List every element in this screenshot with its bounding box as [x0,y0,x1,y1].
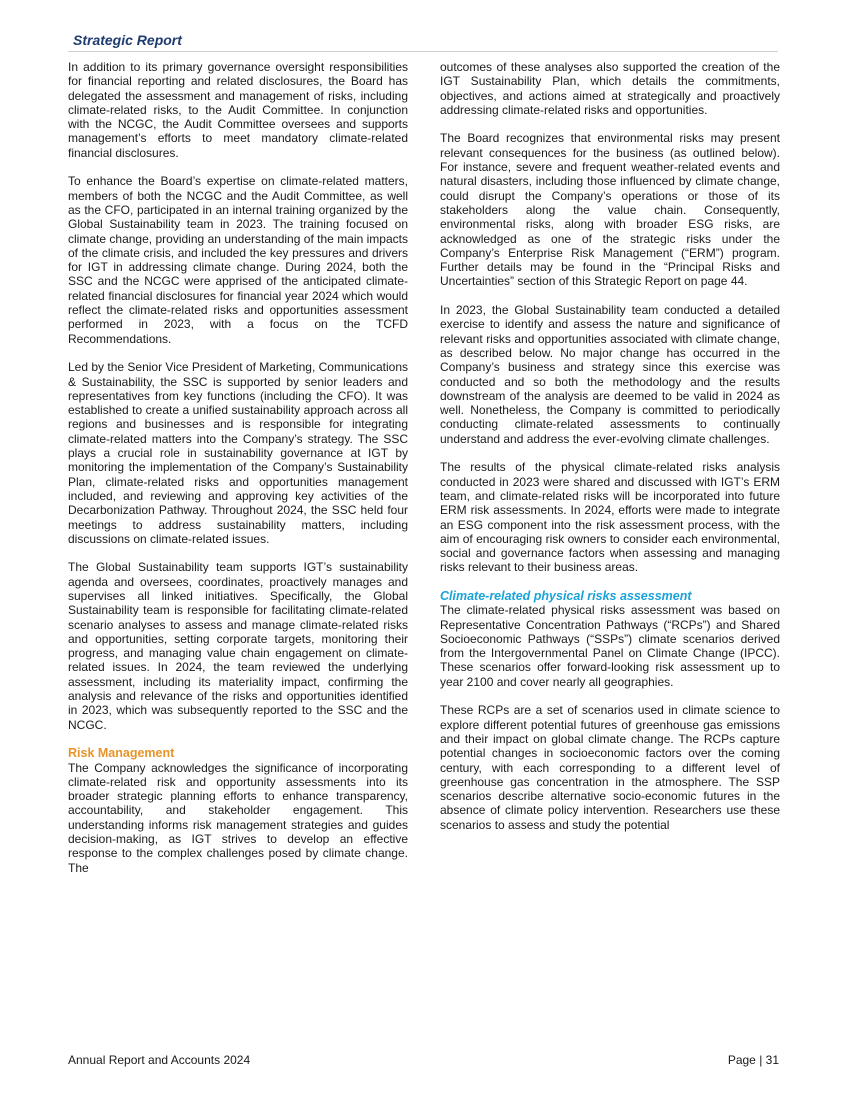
heading-physical-risks: Climate-related physical risks assessment [440,588,692,603]
footer-report-title: Annual Report and Accounts 2024 [68,1053,251,1067]
section-title: Strategic Report [73,32,182,48]
right-column [440,60,780,846]
paragraph: The results of the physical climate-related risks analysis conducted in 2023 were shared and discussed with IGT’s ERM team, and climate-related risks will be incorporated into future ERM risk assessments. In 2024, efforts were made to integrate an ESG component into the risk assessment process, with the aim of encouraging risk owners to consider each environmental, social and governance factors when assessing and managing risks relevant to their business areas. [440,460,780,575]
paragraph: outcomes of these analyses also supported the creation of the IGT Sustainability Plan, which details the commitments, objectives, and actions aimed at strategically and proactively addressing climate-related risks and opportunities. [440,60,780,117]
paragraph: The Global Sustainability team supports IGT’s sustainability agenda and oversees, coordinates, proactively manages and supervises all linked initiatives. Specifically, the Global Sustainability team is responsible for facilitating climate-related scenario analyses to assess and manage climate-related risks and opportunities, setting corporate targets, monitoring their progress, and managing value chain engagement on climate-related issues. In 2024, the team reviewed the underlying assessment, including its materiality impact, confirming the analysis and relevance of the risks and opportunities identified in 2023, which was subsequently reported to the SSC and the NCGC. [68,560,408,732]
paragraph: These RCPs are a set of scenarios used in climate science to explore different potential futures of greenhouse gas emissions and their impact on global climate change. The RCPs capture potential changes in socioeconomic factors over the coming century, with each corresponding to a different level of greenhouse gas concentration in the atmosphere. The SSP scenarios describe alternative socio-economic futures in the absence of climate policy intervention. Researchers use these scenarios to assess and study the potential [440,703,780,832]
footer-page-number: Page | 31 [727,1053,779,1067]
paragraph: To enhance the Board’s expertise on climate-related matters, members of both the NCGC and the Audit Committee, as well as the CFO, participated in an internal training organized by the Global Sustainability team in 2023. The training focused on climate change, providing an understanding of the main impacts of the climate crisis, and included the key pressures and drivers for IGT in addressing climate change. During 2024, both the SSC and the NCGC were apprised of the anticipated climate-related financial disclosures for financial year 2024 which would reflect the climate-related risks and opportunities assessment performed in 2023, with a focus on the TCFD Recommendations. [68,174,408,346]
page-header [68,30,778,52]
left-column [68,60,408,889]
heading-risk-management: Risk Management [68,746,175,761]
paragraph: In 2023, the Global Sustainability team conducted a detailed exercise to identify and assess the nature and significance of relevant risks and opportunities associated with climate change, as described below. No major change has occurred in the Company’s business and strategy since this exercise was conducted and so both the methodology and the results downstream of the analysis are deemed to be valid in 2024 as well. Nonetheless, the Company is committed to periodically conducting climate-related assessments to continually understand and address the ever-evolving climate challenges. [440,303,780,446]
paragraph: Led by the Senior Vice President of Marketing, Communications & Sustainability, the SSC is supported by senior leaders and representatives from key functions (including the CFO). It was established to create a unified sustainability approach across all regions and businesses and is responsible for integrating climate-related matters into the Company’s strategy. The SSC plays a crucial role in sustainability governance at IGT by monitoring the implementation of the Company’s Sustainability Plan, climate-related risks and opportunities management included, and reviewing and approving key activities of the Decarbonization Pathway. Throughout 2024, the SSC held four meetings to address sustainability matters, including discussions on climate-related issues. [68,360,408,546]
paragraph: In addition to its primary governance oversight responsibilities for financial reporting and related disclosures, the Board has delegated the assessment and management of risks, including climate-related risks, to the Audit Committee. In conjunction with the NCGC, the Audit Committee oversees and supports management’s efforts to meet mandatory climate-related financial disclosures. [68,60,408,160]
paragraph: The climate-related physical risks assessment was based on Representative Concentration Pathways (“RCPs”) and Shared Socioeconomic Pathways (“SSPs”) climate scenarios derived from the Intergovernmental Panel on Climate Change (IPCC). These scenarios offer forward-looking risk assessment up to year 2100 and cover nearly all geographies. [440,603,780,689]
paragraph: The Board recognizes that environmental risks may present relevant consequences for the business (as outlined below). For instance, severe and frequent weather-related events and natural disasters, including those influenced by climate change, could disrupt the Company’s operations or those of its stakeholders along the value chain. Consequently, environmental risks, along with broader ESG risks, are acknowledged as one of the strategic risks under the Company’s Enterprise Risk Management (“ERM”) program. Further details may be found in the “Principal Risks and Uncertainties” section of this Strategic Report on page 44. [440,131,780,289]
paragraph: The Company acknowledges the significance of incorporating climate-related risk and opportunity assessments into its broader strategic planning efforts to enhance transparency, accountability, and stakeholder engagement. This understanding informs risk management strategies and guides decision-making, as IGT strives to develop an effective response to the complex challenges posed by climate change. The [68,760,408,875]
